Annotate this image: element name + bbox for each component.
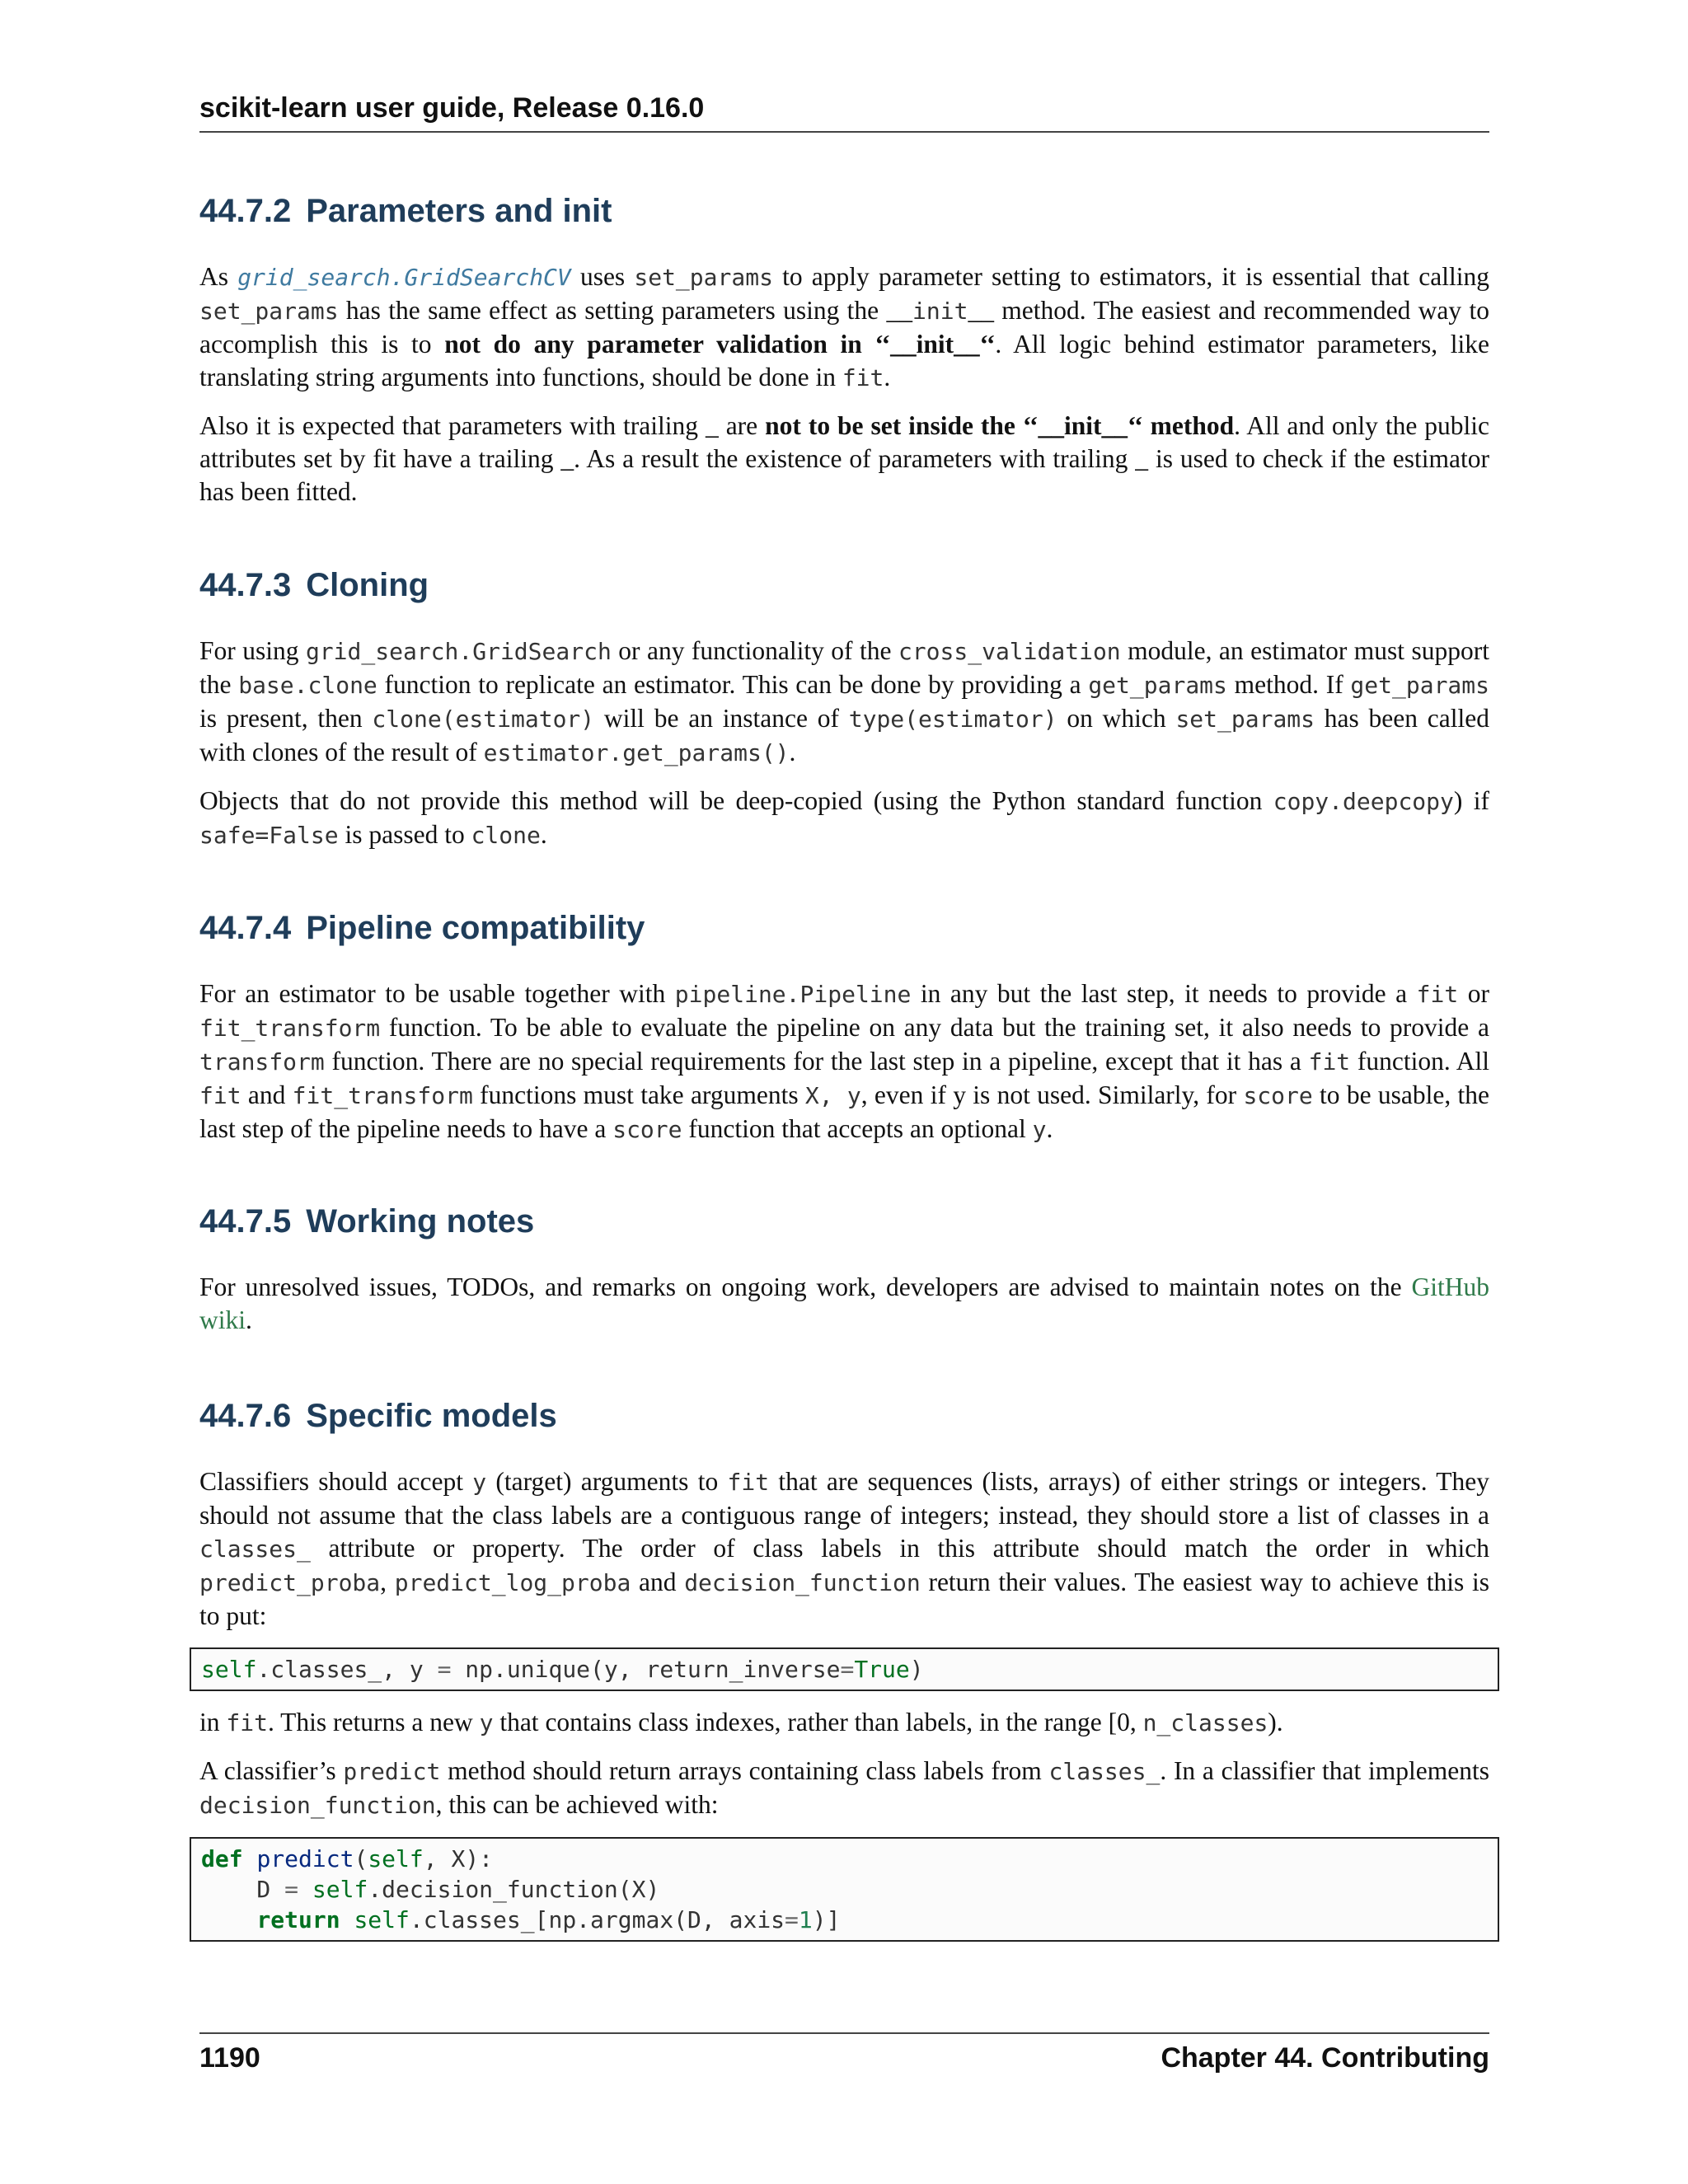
code-block: def predict(self, X): D = self.decision_function(X) return self.classes_[np.argmax(D, axis=1)]	[190, 1837, 1499, 1942]
section-cloning	[199, 565, 1489, 867]
paragraph: in fit. This returns a new y that contains class indexes, rather than labels, in the range [0, n_classes).	[199, 1708, 1283, 1736]
section-heading: 44.7.4 Pipeline compatibility	[199, 910, 645, 946]
github-wiki-link[interactable]: GitHub wiki	[199, 1272, 1489, 1334]
paragraph: Also it is expected that parameters with trailing _ are not to be set inside the ‘‘__init__‘‘ method. All and only the public attributes set by fit have a trailing _. As a result the existence of parameters with trailing _ is used to check if the estimator has been fitted.	[199, 411, 1490, 506]
running-header: scikit-learn user guide, Release 0.16.0	[199, 92, 1489, 133]
paragraph: Objects that do not provide this method will be deep-copied (using the Python standard function copy.deepcopy) if safe=False is passed to clone.	[199, 786, 1489, 849]
page-footer	[199, 2032, 1489, 2074]
section-pipeline-compatibility	[199, 908, 1489, 1161]
page-number: 1190	[199, 2042, 260, 2074]
section-heading: 44.7.3 Cloning	[199, 567, 429, 603]
section-heading: 44.7.5 Working notes	[199, 1203, 535, 1240]
paragraph: For using grid_search.GridSearch or any functionality of the cross_validation module, an estimator must support the base.clone function to replicate an estimator. This can be done by providing a get_params method. If get_params is present, then clone(estimator) will be an instance of type(estimator) on which set_params has been called with clones of the result of estimator.get_params().	[199, 636, 1489, 766]
paragraph: Classifiers should accept y (target) arguments to fit that are sequences (lists, arrays) of either strings or integers. They should not assume that the class labels are a contiguous range of integers; instead, they should store a list of classes in a classes_ attribute or property. The order of class labels in this attribute should match the order in which predict_proba, predict_log_proba and decision_function return their values. The easiest way to achieve this is to put:	[199, 1467, 1490, 1630]
section-working-notes	[199, 1202, 1489, 1352]
section-heading: 44.7.6 Specific models	[199, 1398, 557, 1434]
section-specific-models	[199, 1396, 1489, 1957]
section-heading: 44.7.2 Parameters and init	[199, 193, 612, 229]
paragraph: A classifier’s predict method should return arrays containing class labels from classes_. In a classifier that implements decision_function, this can be achieved with:	[199, 1756, 1489, 1819]
paragraph: As grid_search.GridSearchCV uses set_params to apply parameter setting to estimators, it is essential that calling set_params has the same effect as setting parameters using the __init__ method. The easiest and recommended way to accomplish this is to not do any parameter validation in ‘‘__init__‘‘. All logic behind estimator parameters, like translating string arguments into functions, should be done in fit.	[199, 262, 1490, 391]
paragraph: For an estimator to be usable together with pipeline.Pipeline in any but the last step, it needs to provide a fit or fit_transform function. To be able to evaluate the pipeline on any data but the training set, it also needs to provide a transform function. There are no special requirements for the last step in a pipeline, except that it has a fit function. All fit and fit_transform functions must take arguments X, y, even if y is not used. Similarly, for score to be usable, the last step of the pipeline needs to have a score function that accepts an optional y.	[199, 979, 1489, 1143]
section-parameters-and-init	[199, 191, 1489, 523]
paragraph: For unresolved issues, TODOs, and remarks on ongoing work, developers are advised to maintain notes on the GitHub wiki.	[199, 1272, 1489, 1334]
gridsearchcv-link[interactable]: grid_search.GridSearchCV	[237, 264, 571, 291]
chapter-title: Chapter 44. Contributing	[1160, 2042, 1489, 2074]
code-block: self.classes_, y = np.unique(y, return_inverse=True)	[190, 1647, 1499, 1691]
